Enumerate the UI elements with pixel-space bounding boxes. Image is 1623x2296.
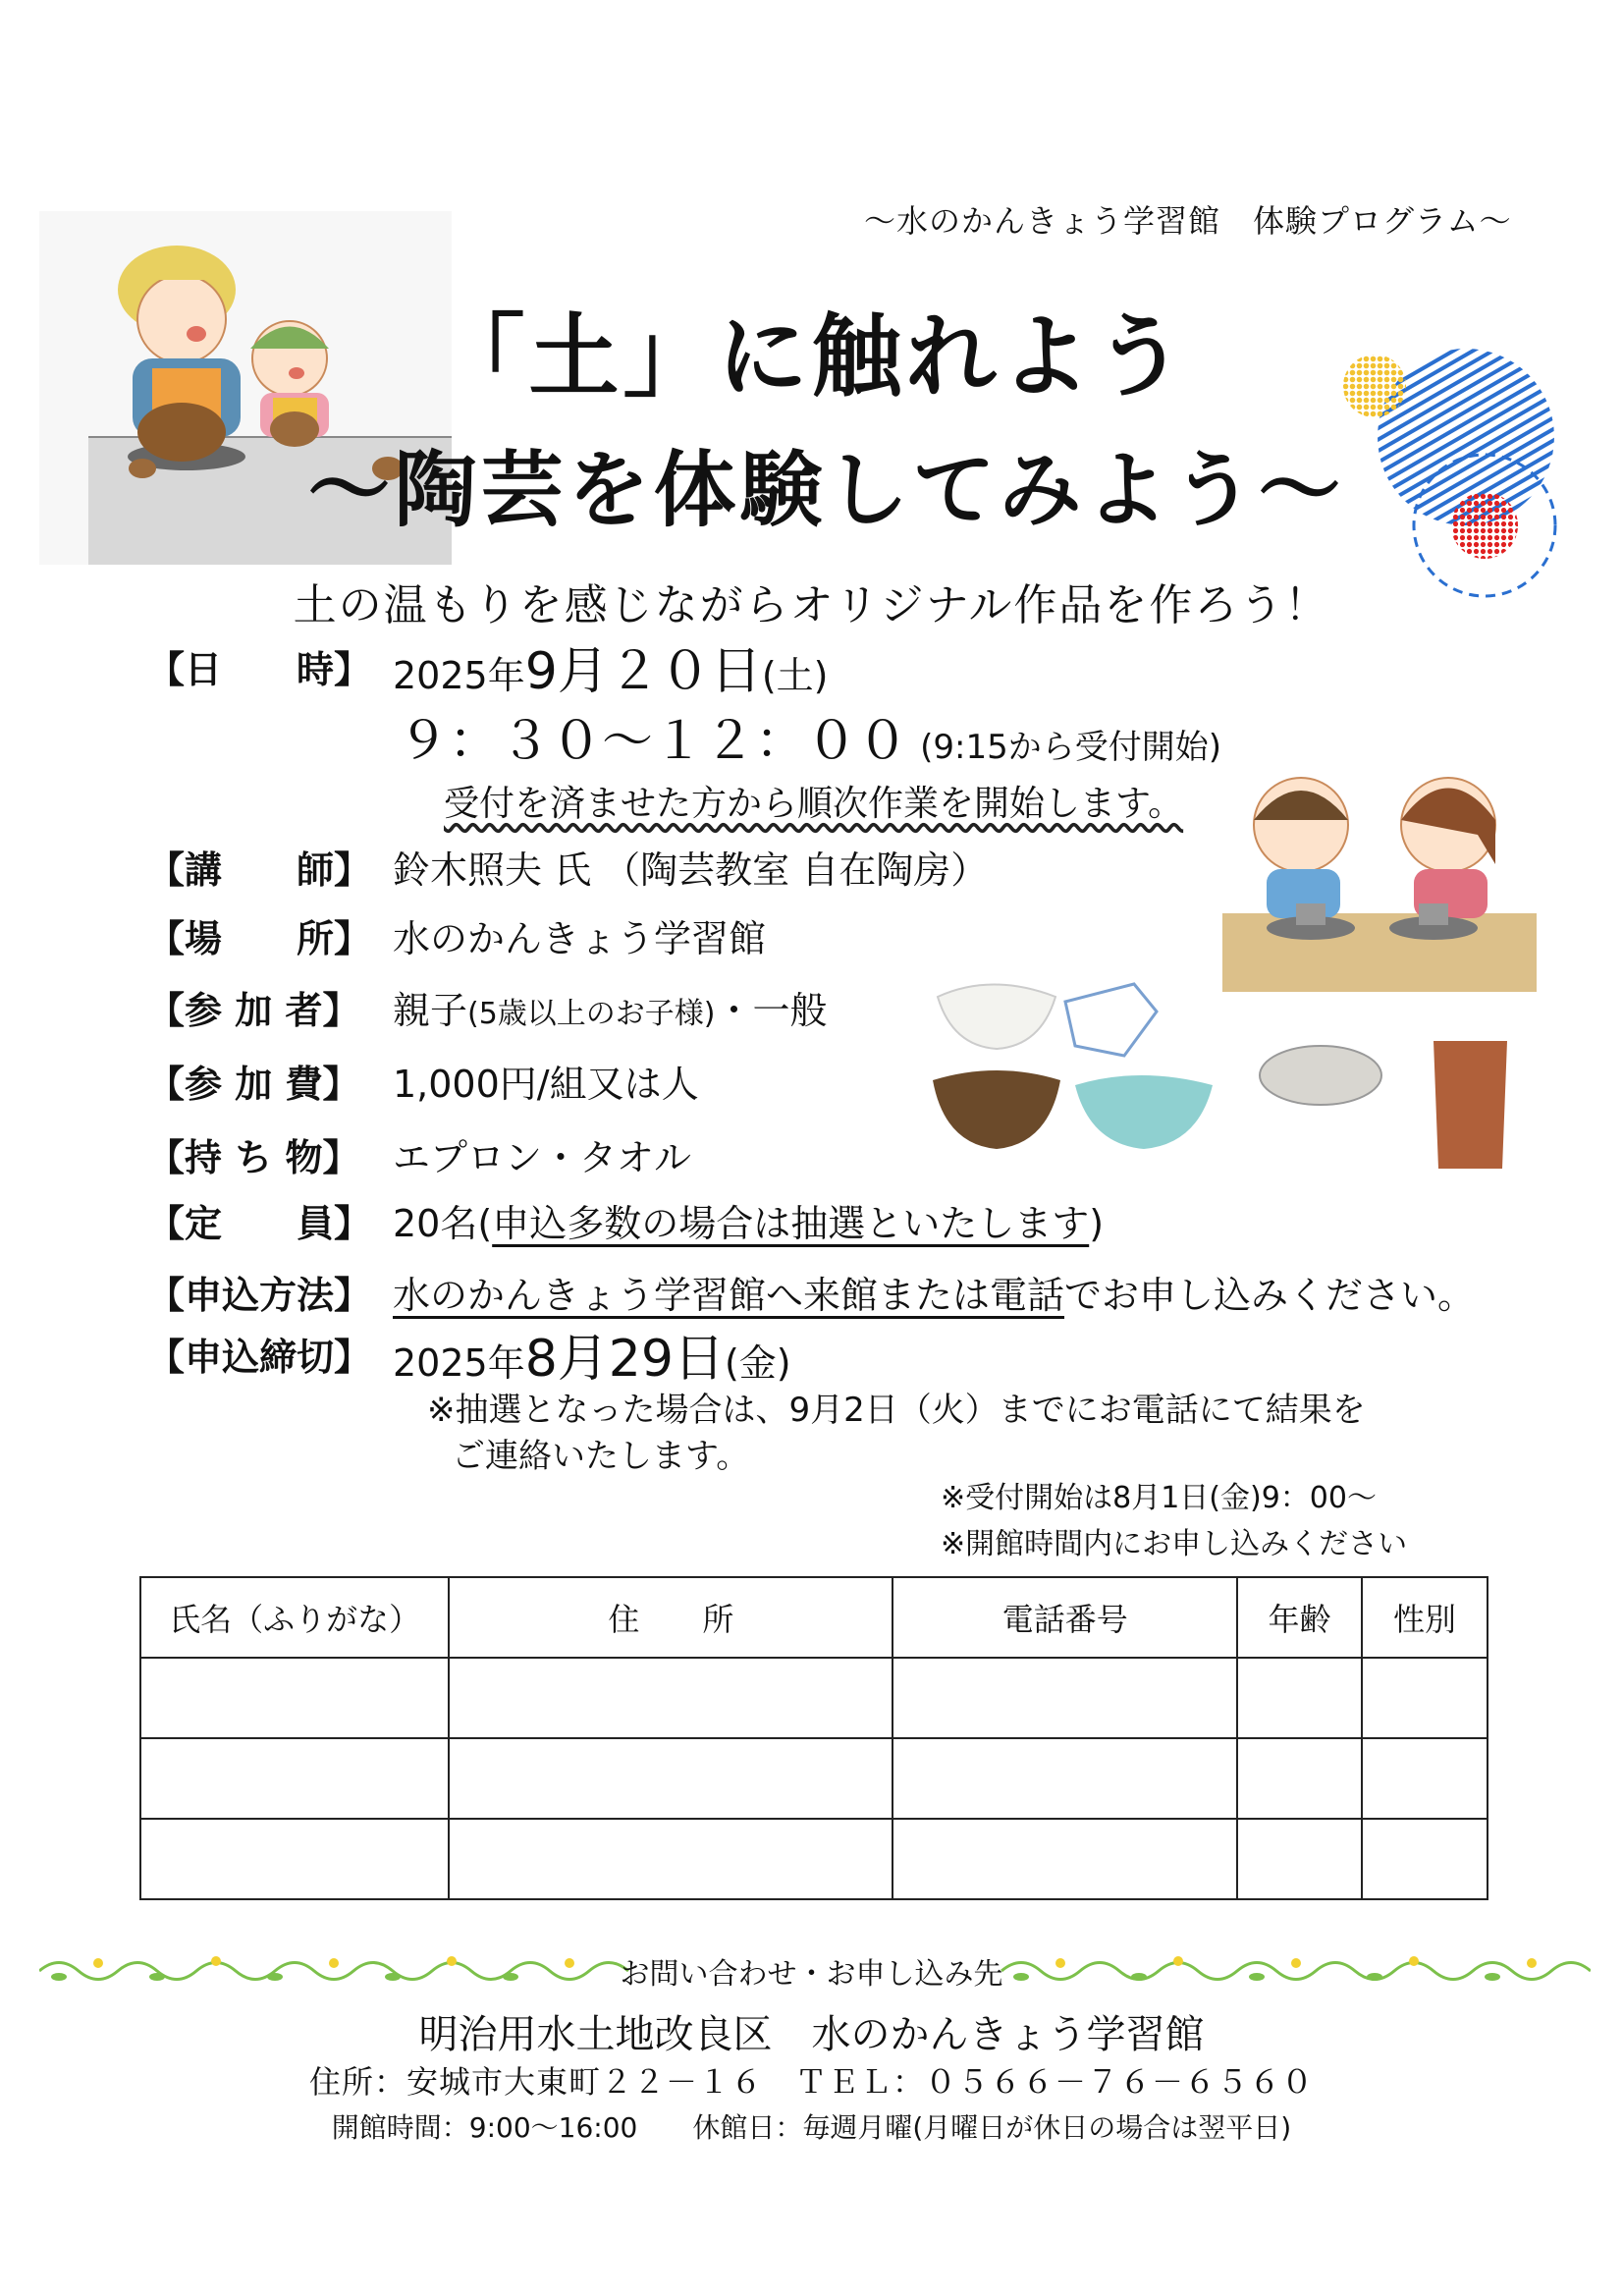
cell-age[interactable] [1237,1819,1362,1899]
cell-name[interactable] [140,1738,449,1819]
cell-phone[interactable] [893,1658,1237,1738]
header-address: 住 所 [449,1577,893,1658]
header-phone: 電話番号 [893,1577,1237,1658]
apply-label: 【申込方法】 [147,1273,372,1317]
participants-b: (5歳以上のお子様) [467,996,716,1031]
cell-name[interactable] [140,1658,449,1738]
place-value: 水のかんきょう学習館 [393,916,767,960]
instructor-row [147,837,988,896]
time-row [398,699,1221,773]
cell-age[interactable] [1237,1738,1362,1819]
lottery-note-2: ご連絡いたします。 [452,1437,750,1476]
cell-address[interactable] [449,1819,893,1899]
participants-a: 親子 [393,988,468,1032]
cell-age[interactable] [1237,1658,1362,1738]
table-row [140,1658,1488,1738]
time-value: ９：３０～１２：００ [398,712,909,771]
date-row [147,636,829,701]
instructor-value: 鈴木照夫 氏 （陶芸教室 自在陶房） [393,847,989,892]
page-subtitle: ～陶芸を体験してみよう～ [307,442,1345,538]
participants-c: ・一般 [715,988,828,1032]
hours-note: ※開館時間内にお申し込みください [941,1527,1408,1561]
fee-value: 1,000円/組又は人 [393,1062,699,1106]
date-value: 9月２０日 [524,641,762,701]
deadline-row [147,1324,791,1389]
table-header-row [140,1577,1488,1658]
illustration-pottery-pieces [933,972,1522,1178]
fee-label: 【参 加 費】 [147,1062,360,1106]
series-label: ～水のかんきょう学習館 体験プログラム～ [864,202,1512,240]
page-title: 「土」に触れよう [434,304,1189,410]
catchcopy: 土の温もりを感じながらオリジナル作品を作ろう！ [293,580,1330,630]
capacity-b: 申込多数の場合は抽選といたします [492,1201,1090,1245]
capacity-a: 20名( [393,1201,493,1245]
cell-name[interactable] [140,1819,449,1899]
date-day: (土) [761,653,829,697]
instructor-label: 【講 師】 [147,847,372,892]
cell-address[interactable] [449,1738,893,1819]
place-row [147,905,766,964]
date-label: 【日 時】 [147,647,372,691]
footer-hours: 開館時間：9:00～16:00 休館日：毎週月曜(月曜日が休日の場合は翌平日) [331,2111,1292,2144]
apply-a: 水のかんきょう学習館へ来館または電話 [393,1273,1065,1317]
header-name: 氏名（ふりがな） [140,1577,449,1658]
capacity-label: 【定 員】 [147,1201,372,1245]
application-form-table [139,1576,1488,1900]
apply-row [147,1262,1475,1321]
cell-gender[interactable] [1362,1658,1488,1738]
deadline-value: 8月29日 [524,1329,725,1389]
lottery-note-1: ※抽選となった場合は、9月2日（火）までにお電話にて結果を [427,1391,1366,1430]
deadline-prefix: 2025年 [393,1340,525,1385]
fee-row [147,1051,699,1110]
apply-b: でお申し込みください。 [1064,1273,1476,1317]
deadline-label: 【申込締切】 [147,1335,372,1379]
table-row [140,1738,1488,1819]
footer-org: 明治用水土地改良区 水のかんきょう学習館 [418,2012,1205,2057]
cell-phone[interactable] [893,1819,1237,1899]
table-row [140,1819,1488,1899]
deadline-day: (金) [724,1340,791,1385]
items-label: 【持 ち 物】 [147,1135,360,1179]
date-prefix: 2025年 [393,653,525,697]
participants-label: 【参 加 者】 [147,988,360,1032]
capacity-c: ) [1089,1201,1105,1245]
capacity-row [147,1190,1104,1249]
items-row [147,1124,691,1183]
footer-address: 住所：安城市大東町２２－１６ ＴＥＬ：０５６６－７６－６５６０ [308,2063,1314,2101]
participants-row [147,977,828,1036]
cell-gender[interactable] [1362,1819,1488,1899]
cell-gender[interactable] [1362,1738,1488,1819]
cell-phone[interactable] [893,1738,1237,1819]
contact-label: お問い合わせ・お申し込み先 [620,1957,1003,1992]
header-age: 年齢 [1237,1577,1362,1658]
header-gender: 性別 [1362,1577,1488,1658]
items-value: エプロン・タオル [393,1135,692,1179]
cell-address[interactable] [449,1658,893,1738]
place-label: 【場 所】 [147,916,372,960]
time-note-2: 受付を済ませた方から順次作業を開始します。 [444,784,1184,824]
start-note: ※受付開始は8月1日(金)9：00～ [941,1481,1377,1515]
time-note: (9:15から受付開始) [920,728,1221,767]
illustration-children-pottery [1222,756,1537,992]
